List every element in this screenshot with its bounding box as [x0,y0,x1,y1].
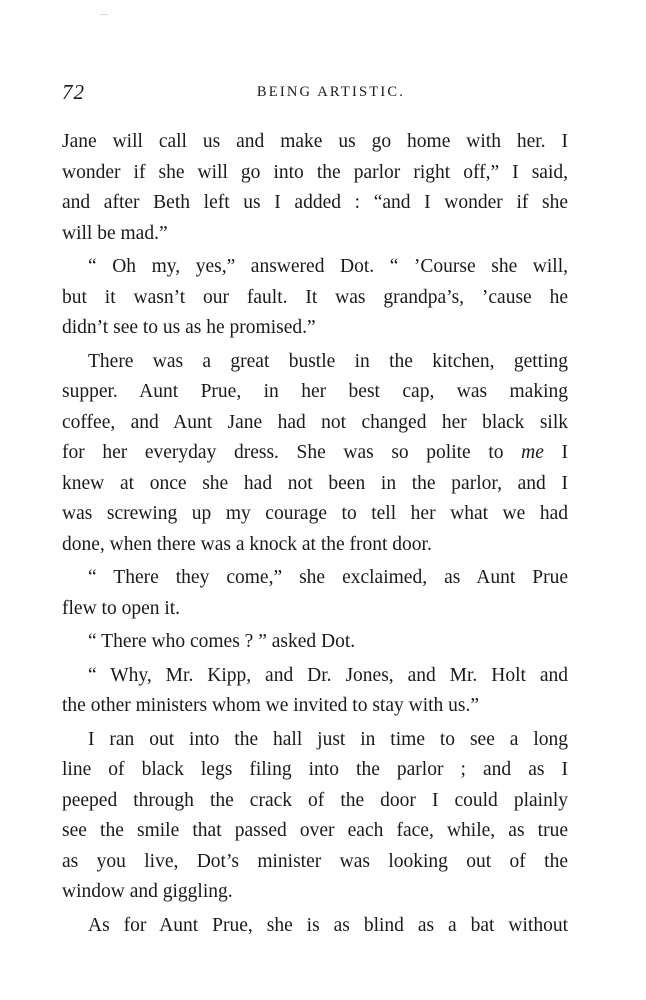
text-line: flew to open it. [62,597,181,619]
text-line: window and giggling. [62,881,233,902]
text-segment: I [561,442,568,463]
text-line: as you live, Dot’s minister was looking out of the [62,850,568,872]
text-line: wonder if she will go into the parlor right off,” I said, [62,161,568,183]
text-line: line of black legs filing into the parlor ; and as I [62,759,568,780]
running-title: BEING ARTISTIC. [256,84,406,100]
text-line: knew at once she had not been in the parlor, and I [62,472,568,494]
text-line: “ Why, Mr. Kipp, and Dr. Jones, and Mr. Holt and [88,664,568,686]
text-line: There was a great bustle in the kitchen, getting [88,350,568,372]
text-line: was screwing up my courage to tell her what we had [62,503,568,524]
text-line: but it wasn’t our fault. It was grandpa’s, ’cause he [62,286,568,308]
text-line: “ There they come,” she exclaimed, as Aunt Prue [88,567,568,588]
text-line: didn’t see to us as he promised.” [62,317,316,338]
running-head [62,80,570,106]
page-number: 72 [62,80,85,104]
emphasized-word: me [521,442,544,463]
body-text [62,127,568,941]
text-line: and after Beth left us I added : “and I wonder if she [62,192,568,213]
text-line: “ There who comes ? ” asked Dot. [88,631,356,652]
text-line: “ Oh my, yes,” answered Dot. “ ’Course she will, [88,256,568,277]
text-line: coffee, and Aunt Jane had not changed her black silk [62,411,568,433]
text-line: the other ministers whom we invited to stay with us.” [62,695,480,716]
text-segment: for her everyday dress. She was so polite to [62,442,504,463]
text-line: As for Aunt Prue, she is as blind as a bat without [88,914,568,936]
text-line: done, when there was a knock at the front door. [62,533,432,555]
text-line: will be mad.” [62,222,168,244]
text-line: see the smile that passed over each face, while, as true [62,820,568,841]
text-line: I ran out into the hall just in time to see a long [88,728,568,750]
text-line-mixed [62,438,568,469]
text-line: Jane will call us and make us go home with her. I [62,131,568,152]
scan-mark [100,14,108,15]
text-line: peeped through the crack of the door I could plainly [62,789,568,811]
text-line: supper. Aunt Prue, in her best cap, was making [62,381,568,402]
